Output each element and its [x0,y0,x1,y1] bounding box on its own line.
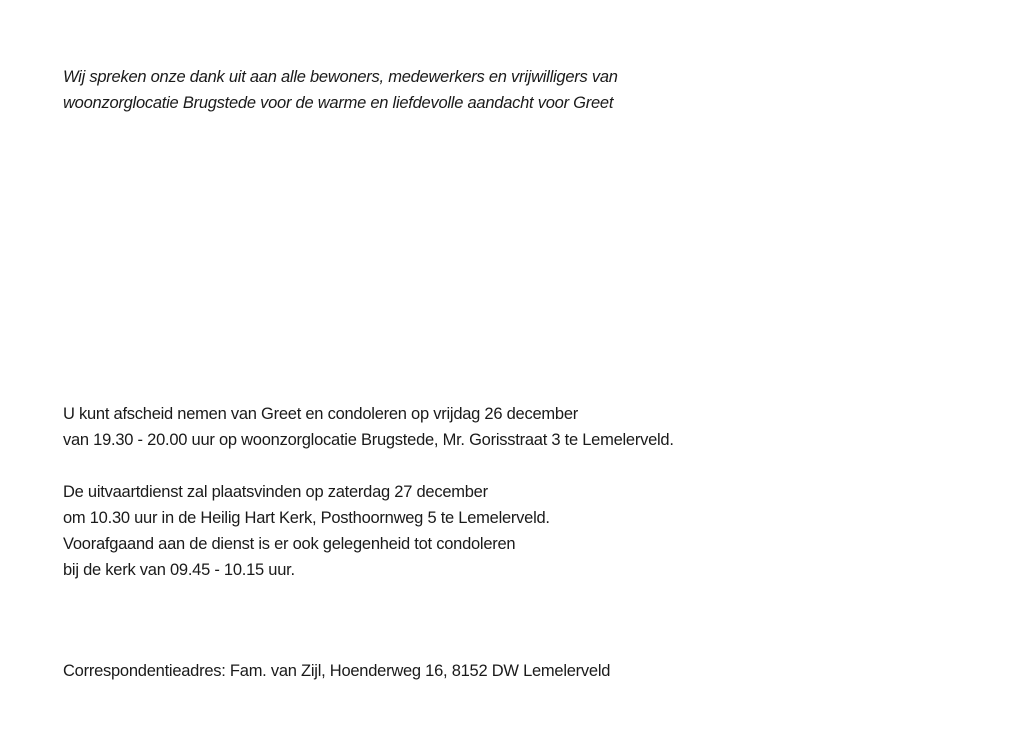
funeral-line: om 10.30 uur in de Heilig Hart Kerk, Posthoornweg 5 te Lemelerveld. [63,509,550,527]
farewell-line: U kunt afscheid nemen van Greet en condoleren op vrijdag 26 december [63,405,578,423]
farewell-line: van 19.30 - 20.00 uur op woonzorglocatie Brugstede, Mr. Gorisstraat 3 te Lemelerveld. [63,431,674,449]
thanks-paragraph [63,64,618,116]
funeral-line: Voorafgaand aan de dienst is er ook gelegenheid tot condoleren [63,535,516,553]
farewell-paragraph [63,401,674,453]
thanks-line: woonzorglocatie Brugstede voor de warme en liefdevolle aandacht voor Greet [63,94,614,112]
thanks-line: Wij spreken onze dank uit aan alle bewoners, medewerkers en vrijwilligers van [63,68,618,86]
funeral-line: De uitvaartdienst zal plaatsvinden op zaterdag 27 december [63,483,488,501]
funeral-line: bij de kerk van 09.45 - 10.15 uur. [63,561,295,579]
funeral-paragraph [63,479,550,583]
correspondence-address: Correspondentieadres: Fam. van Zijl, Hoenderweg 16, 8152 DW Lemelerveld [63,662,611,680]
